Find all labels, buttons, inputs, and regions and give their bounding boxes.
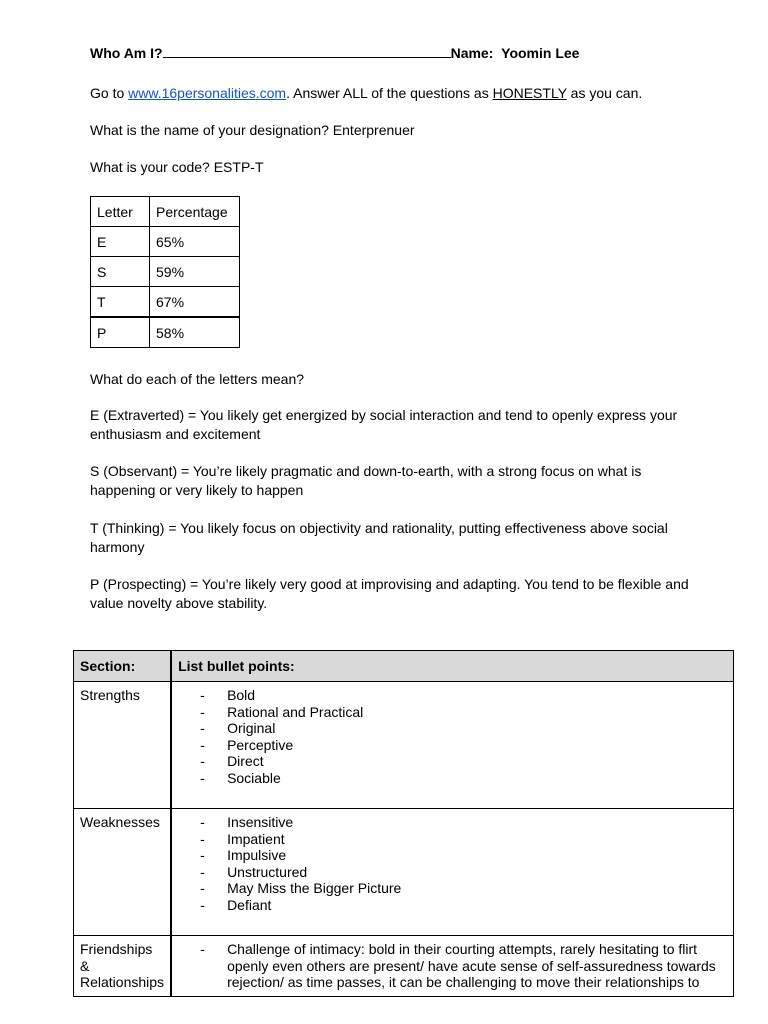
friendships-label-line3: Relationships <box>80 974 165 990</box>
letter-cell: S <box>91 257 150 287</box>
list-item: - Challenge of intimacy: bold in their courting attempts, rarely hesitating to flirt openly even others are present/ have acute sense of self-assuredness towards rejection/ as time passes, it can be challenging to move their relationships to <box>200 941 727 991</box>
meaning-thinking: T (Thinking) = You likely focus on objectivity and rationality, putting effectiveness above social harmony <box>90 520 668 555</box>
list-item: - Rational and Practical <box>200 704 727 721</box>
friendships-label-line1: Friendships <box>80 941 153 957</box>
list-item: - Direct <box>200 753 727 770</box>
name-label: Name: <box>450 45 494 61</box>
friendships-list-cell <box>171 936 733 997</box>
intro-suffix: as you can. <box>566 85 643 101</box>
letter-cell: P <box>91 317 150 348</box>
list-item: - Insensitive <box>200 814 727 831</box>
list-item: - Sociable <box>200 770 727 787</box>
list-item: - Bold <box>200 687 727 704</box>
section-header: Section: <box>74 651 172 682</box>
list-item: - Defiant <box>200 897 727 914</box>
letters-question: What do each of the letters mean? <box>90 371 305 387</box>
letter-header: Letter <box>91 197 150 227</box>
friendships-label <box>74 936 172 997</box>
list-item: - Perceptive <box>200 737 727 754</box>
strengths-label: Strengths <box>74 682 172 809</box>
list-item: - May Miss the Bigger Picture <box>200 880 727 897</box>
sections-table <box>73 650 734 997</box>
weaknesses-list-cell <box>171 809 733 936</box>
list-item: - Unstructured <box>200 864 727 881</box>
weaknesses-row <box>74 809 734 936</box>
student-name: Yoomin Lee <box>501 45 580 61</box>
worksheet-header <box>90 45 690 61</box>
score-table <box>90 196 240 348</box>
meaning-prospecting: P (Prospecting) = You’re likely very good at improvising and adapting. You tend to be flexible and value novelty above stability. <box>90 576 689 611</box>
percentage-cell: 59% <box>150 257 240 287</box>
percentage-cell: 67% <box>150 287 240 318</box>
code-question: What is your code? ESTP-T <box>90 159 264 175</box>
letter-cell: T <box>91 287 150 318</box>
list-item: - Impatient <box>200 831 727 848</box>
strengths-list-cell <box>171 682 733 809</box>
strengths-list <box>178 687 727 786</box>
worksheet-title: Who Am I? <box>90 45 163 61</box>
sections-table-header <box>74 651 734 682</box>
list-item: - Original <box>200 720 727 737</box>
score-table-header <box>91 197 240 227</box>
table-row <box>91 257 240 287</box>
strengths-row <box>74 682 734 809</box>
meaning-extraverted: E (Extraverted) = You likely get energized by social interaction and tend to openly express your enthusiasm and excitement <box>90 407 678 442</box>
percentage-cell: 65% <box>150 227 240 257</box>
table-row <box>91 317 240 348</box>
weaknesses-label: Weaknesses <box>74 809 172 936</box>
friendships-row <box>74 936 734 997</box>
letter-cell: E <box>91 227 150 257</box>
list-item: - Impulsive <box>200 847 727 864</box>
percentage-cell: 58% <box>150 317 240 348</box>
friendships-label-line2: & <box>80 957 90 974</box>
intro-instructions <box>90 84 690 103</box>
friendships-list <box>178 941 727 991</box>
meaning-observant: S (Observant) = You’re likely pragmatic and down-to-earth, with a strong focus on what is happening or very likely to happen <box>90 463 642 498</box>
table-row <box>91 287 240 318</box>
title-underline <box>163 45 451 58</box>
weaknesses-list <box>178 814 727 913</box>
percentage-header: Percentage <box>150 197 240 227</box>
table-row <box>91 227 240 257</box>
intro-middle: . Answer ALL of the questions as <box>286 85 493 101</box>
bullet-points-header: List bullet points: <box>171 651 733 682</box>
intro-prefix: Go to <box>90 85 129 101</box>
designation-question: What is the name of your designation? Enterprenuer <box>90 122 415 138</box>
intro-emphasis: HONESTLY <box>492 85 567 101</box>
personalities-link[interactable]: www.16personalities.com <box>128 85 287 101</box>
